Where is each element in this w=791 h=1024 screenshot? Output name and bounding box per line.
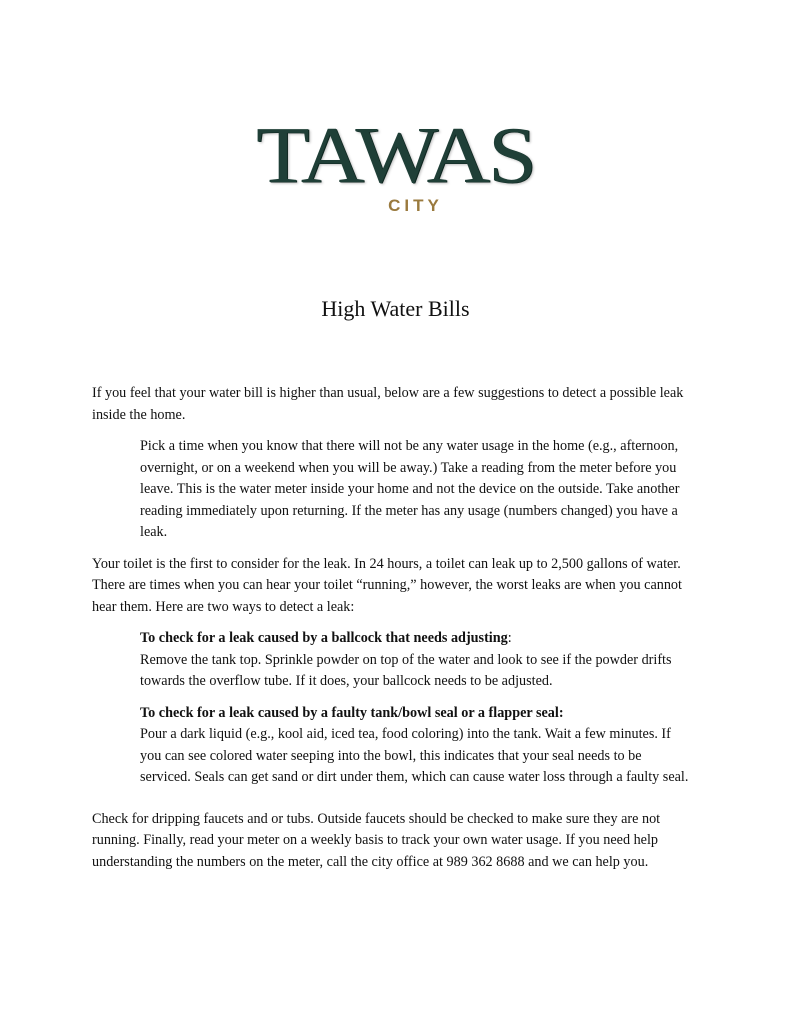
meter-test-paragraph: Pick a time when you know that there will not be any water usage in the home (e.g., afternoon, overnight, or on a weekend when you will be away.) Take a reading from the meter before you leave. This is the water meter inside your home and not the device on the outside. Take another reading immediately upon returning. If the meter has any usage (numbers changed) you have a leak. <box>140 438 680 540</box>
toilet-intro-paragraph: Your toilet is the first to consider for the leak. In 24 hours, a toilet can leak up to 2,500 gallons of water. There are times when you can hear your toilet “running,” however, the worst leaks are when you cannot hear them. Here are two ways to detect a leak: <box>92 555 682 615</box>
ballcock-body: Remove the tank top. Sprinkle powder on top of the water and look to see if the powder drifts towards the overflow tube. If it does, your ballcock needs to be adjusted. <box>140 651 672 689</box>
seal-body: Pour a dark liquid (e.g., kool aid, iced tea, food coloring) into the tank. Wait a few minutes. If you can see colored water seeping into the bowl, this indicates that your seal needs to be serviced. Seals can get sand or dirt under them, which can cause water loss through a faulty seal. <box>140 726 689 785</box>
page-title: High Water Bills <box>321 296 470 321</box>
tawas-city-logo <box>0 112 791 216</box>
logo-subtitle: CITY <box>388 196 443 215</box>
ballcock-heading: To check for a leak caused by a ballcock that needs adjusting <box>140 630 508 646</box>
ballcock-heading-line <box>140 628 692 650</box>
seal-heading: To check for a leak caused by a faulty tank/bowl seal or a flapper seal: <box>140 704 564 721</box>
closing-paragraph: Check for dripping faucets and or tubs. Outside faucets should be checked to make sure they are not running. Finally, read your meter on a weekly basis to track your own water usage. If you need help understanding the numbers on the meter, call the city office at 989 362 8688 and we can help you. <box>92 810 661 870</box>
logo-wordmark: TAWAS <box>255 110 535 201</box>
document-body <box>92 383 692 883</box>
intro-paragraph: If you feel that your water bill is higher than usual, below are a few suggestions to detect a possible leak inside the home. <box>92 385 684 423</box>
ballcock-section <box>140 628 692 693</box>
seal-section <box>140 703 692 789</box>
section-spacer <box>92 789 692 809</box>
section-spacer <box>92 693 692 703</box>
ballcock-heading-colon: : <box>507 630 512 646</box>
